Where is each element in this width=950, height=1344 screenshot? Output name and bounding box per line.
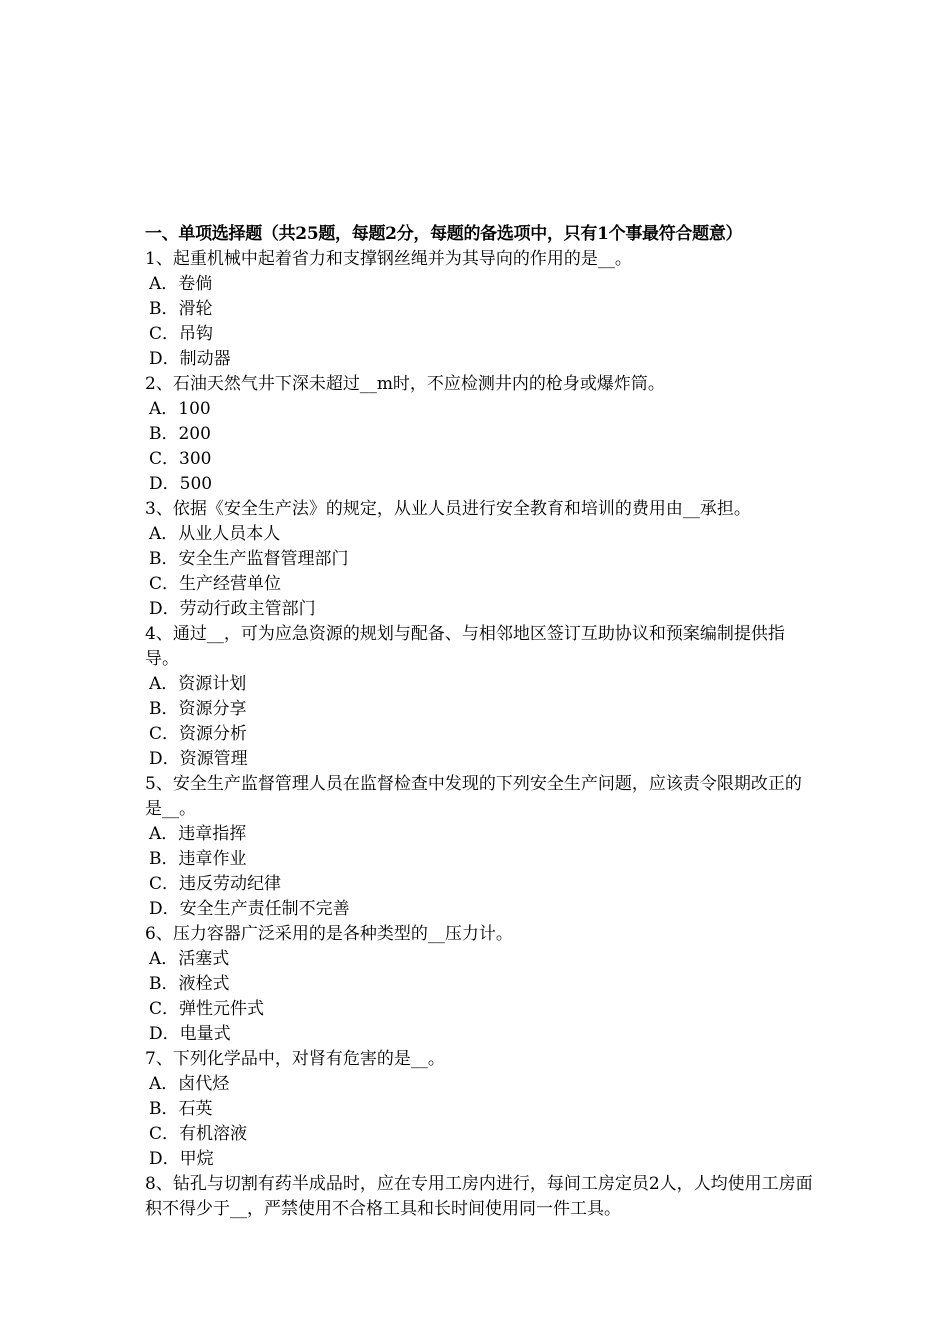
option-list — [145, 522, 813, 622]
question-4 — [145, 622, 813, 772]
option-a: A．卷倘 — [149, 274, 213, 294]
option-a: A．违章指挥 — [149, 824, 247, 844]
option-a: A．卤代烃 — [149, 1074, 230, 1094]
option-list — [145, 672, 813, 772]
option-a: A．资源计划 — [149, 674, 247, 694]
question-2 — [145, 372, 813, 497]
option-a: A．活塞式 — [149, 949, 230, 969]
option-b: B．石英 — [149, 1099, 213, 1119]
option-b: B．200 — [149, 424, 211, 444]
option-list — [145, 397, 813, 497]
option-b: B．滑轮 — [149, 299, 213, 319]
option-d: D．500 — [149, 474, 213, 494]
option-c: C．生产经营单位 — [149, 574, 282, 594]
option-a: A．从业人员本人 — [149, 524, 281, 544]
question-text: 2、石油天然气井下深未超过__m时，不应检测井内的枪身或爆炸筒。 — [145, 374, 665, 394]
option-d: D．电量式 — [149, 1024, 231, 1044]
question-text: 4、通过__，可为应急资源的规划与配备、与相邻地区签订互助协议和预案编制提供指导。 — [145, 624, 785, 669]
option-d: D．甲烷 — [149, 1149, 214, 1169]
option-b: B．液栓式 — [149, 974, 230, 994]
question-text: 6、压力容器广泛采用的是各种类型的__压力计。 — [145, 924, 513, 944]
option-b: B．违章作业 — [149, 849, 247, 869]
option-c: C．违反劳动纪律 — [149, 874, 282, 894]
option-list — [145, 947, 813, 1047]
question-3 — [145, 497, 813, 622]
option-b: B．安全生产监督管理部门 — [149, 549, 349, 569]
question-6 — [145, 922, 813, 1047]
option-list — [145, 822, 813, 922]
question-5 — [145, 772, 813, 922]
question-text: 8、钻孔与切割有药半成品时，应在专用工房内进行，每间工房定员2人，人均使用工房面积不得少于__，严禁使用不合格工具和长时间使用同一件工具。 — [145, 1174, 813, 1219]
option-b: B．资源分享 — [149, 699, 247, 719]
option-d: D．资源管理 — [149, 749, 248, 769]
question-text: 7、下列化学品中，对肾有危害的是__。 — [145, 1049, 445, 1069]
option-c: C．吊钩 — [149, 324, 214, 344]
option-c: C．弹性元件式 — [149, 999, 265, 1019]
question-text: 5、安全生产监督管理人员在监督检查中发现的下列安全生产问题，应该责令限期改正的是__。 — [145, 774, 802, 819]
option-a: A．100 — [149, 399, 211, 419]
document-page — [145, 222, 813, 1222]
option-d: D．制动器 — [149, 349, 231, 369]
question-7 — [145, 1047, 813, 1172]
option-d: D．安全生产责任制不完善 — [149, 899, 350, 919]
question-1 — [145, 247, 813, 372]
option-list — [145, 272, 813, 372]
question-text: 1、起重机械中起着省力和支撑钢丝绳并为其导向的作用的是__。 — [145, 249, 632, 269]
question-text: 3、依据《安全生产法》的规定，从业人员进行安全教育和培训的费用由__承担。 — [145, 499, 751, 519]
question-8 — [145, 1172, 813, 1222]
option-list — [145, 1072, 813, 1172]
section-heading: 一、单项选择题（共25题，每题2分，每题的备选项中，只有1个事最符合题意） — [145, 224, 743, 244]
option-c: C．有机溶液 — [149, 1124, 248, 1144]
option-c: C．300 — [149, 449, 212, 469]
option-d: D．劳动行政主管部门 — [149, 599, 316, 619]
option-c: C．资源分析 — [149, 724, 248, 744]
